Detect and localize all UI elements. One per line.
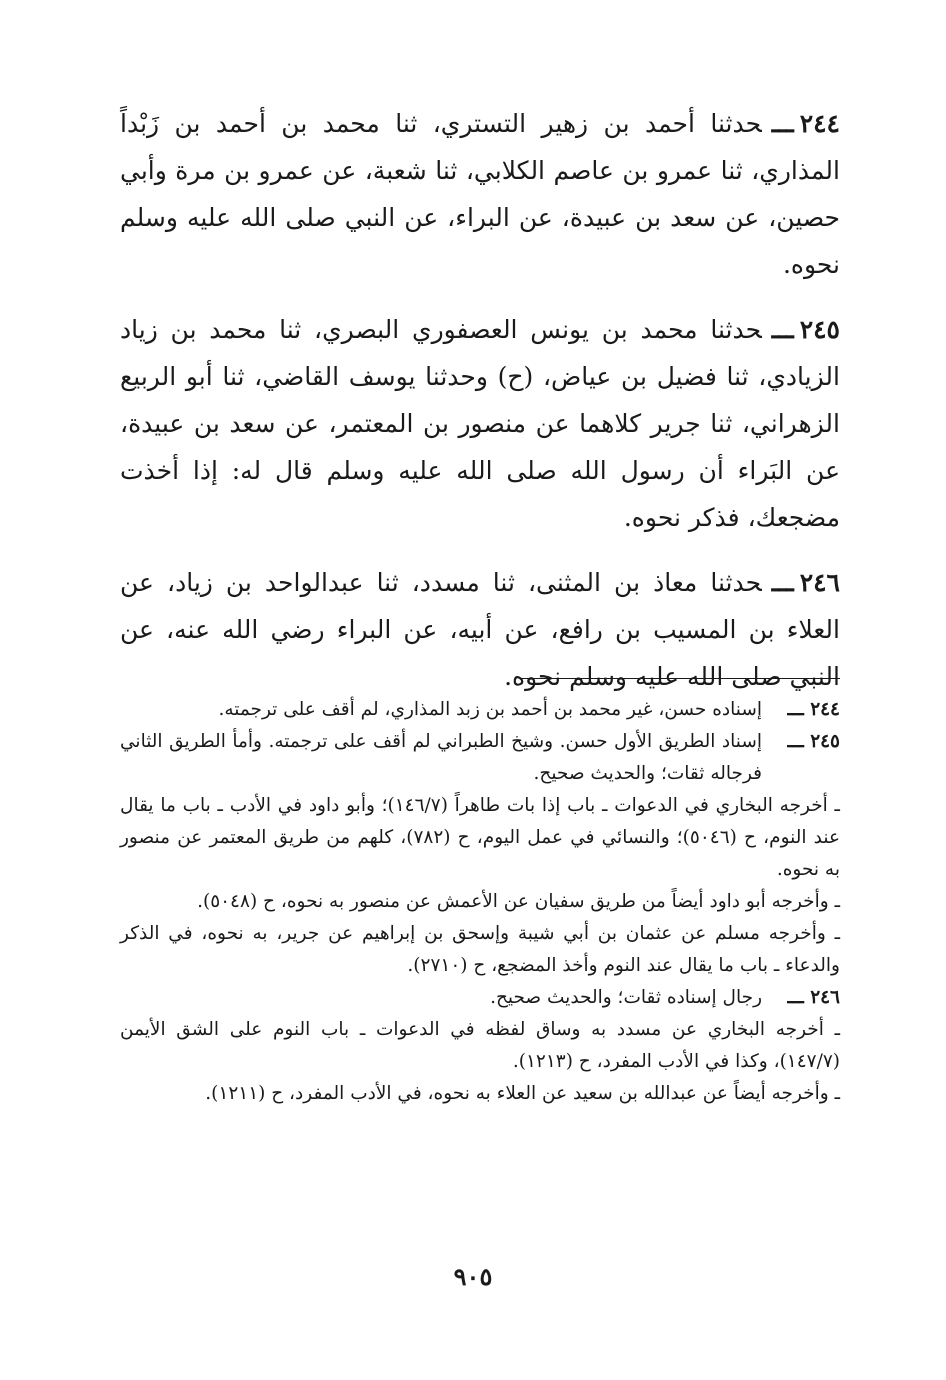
footnote-paragraph: ـ وأخرجه مسلم عن عثمان بن أبي شيبة وإسحق بن إبراهيم عن جرير، به نحوه، في الذكر والدعاء ـ باب ما يقال عند النوم وأخذ المضجع، ح (٢٧١٠).	[120, 923, 840, 976]
footnote-246-details	[120, 1014, 840, 1110]
hadith-text: حدثنا محمد بن يونس العصفوري البصري، ثنا محمد بن زياد الزيادي، ثنا فضيل بن عياض، (ح) وحدثنا يوسف القاضي، ثنا أبو الربيع الزهراني، ثنا جرير كلاهما عن منصور بن المعتمر، عن سعد بن عبيدة، عن البَراء أن رسول الله صلى الله عليه وسلم قال له: إذا أخذت مضجعك، فذكر نحوه.	[120, 315, 840, 532]
hadith-number: ٢٤٤	[799, 109, 840, 138]
hadith-text: حدثنا معاذ بن المثنى، ثنا مسدد، ثنا عبدالواحد بن زياد، عن العلاء بن المسيب بن رافع، عن أبيه، عن البراء رضي الله عنه، عن النبي صلى الله عليه وسلم نحوه.	[120, 568, 840, 691]
main-text	[120, 100, 840, 718]
hadith-text: حدثنا أحمد بن زهير التستري، ثنا محمد بن أحمد بن زَبْداً المذاري، ثنا عمرو بن عاصم الكلابي، ثنا شعبة، عن عمرو بن مرة وأبي حصين، عن سعد بن عبيدة، عن البراء، عن النبي صلى الله عليه وسلم نحوه.	[120, 109, 840, 279]
footnote-paragraph: إسناد الطريق الأول حسن. وشيخ الطبراني لم أقف على ترجمته. وأمأ الطريق الثاني فرجاله ثقات؛ والحديث صحيح.	[120, 731, 762, 784]
hadith-dash: ـــ	[771, 315, 794, 344]
footnote-244	[120, 694, 840, 726]
footnote-body	[120, 726, 762, 790]
footnote-separator	[520, 678, 840, 679]
footnote-paragraph: ـ وأخرجه أيضاً عن عبدالله بن سعيد عن العلاء به نحوه، في الأدب المفرد، ح (١٢١١).	[205, 1083, 840, 1104]
footnote-245	[120, 726, 840, 790]
hadith-dash: ـــ	[771, 109, 794, 138]
footnotes	[120, 694, 840, 1110]
footnote-paragraph: ـ وأخرجه أبو داود أيضاً من طريق سفيان عن الأعمش عن منصور به نحوه، ح (٥٠٤٨).	[197, 891, 840, 912]
footnote-246	[120, 982, 840, 1014]
page-number: ٩٠٥	[453, 1262, 493, 1291]
footnote-paragraph: إسناده حسن، غير محمد بن أحمد بن زبد المذاري، لم أقف على ترجمته.	[218, 699, 762, 720]
footnote-label: ٢٤٥ ـــ	[787, 731, 840, 752]
footnote-body	[120, 982, 762, 1014]
hadith-244	[120, 100, 840, 288]
footnote-paragraph: ـ أخرجه البخاري عن مسدد به وساق لفظه في الدعوات ـ باب النوم على الشق الأيمن (١٤٧/٧)، وكذا في الأدب المفرد، ح (١٢١٣).	[120, 1019, 840, 1072]
footnote-body	[120, 694, 762, 726]
footnote-paragraph: رجال إسناده ثقات؛ والحديث صحيح.	[490, 987, 762, 1008]
hadith-245	[120, 306, 840, 541]
hadith-dash: ـــ	[771, 568, 794, 597]
hadith-number: ٢٤٦	[799, 568, 840, 597]
footnote-label: ٢٤٤ ـــ	[787, 699, 840, 720]
footnote-label: ٢٤٦ ـــ	[787, 987, 840, 1008]
footnote-paragraph: ـ أخرجه البخاري في الدعوات ـ باب إذا بات طاهراً (١٤٦/٧)؛ وأبو داود في الأدب ـ باب ما يقال عند النوم، ح (٥٠٤٦)؛ والنسائي في عمل اليوم، ح (٧٨٢)، كلهم من طريق المعتمر عن منصور به نحوه.	[120, 795, 840, 880]
footnote-245-details	[120, 790, 840, 982]
hadith-number: ٢٤٥	[799, 315, 840, 344]
